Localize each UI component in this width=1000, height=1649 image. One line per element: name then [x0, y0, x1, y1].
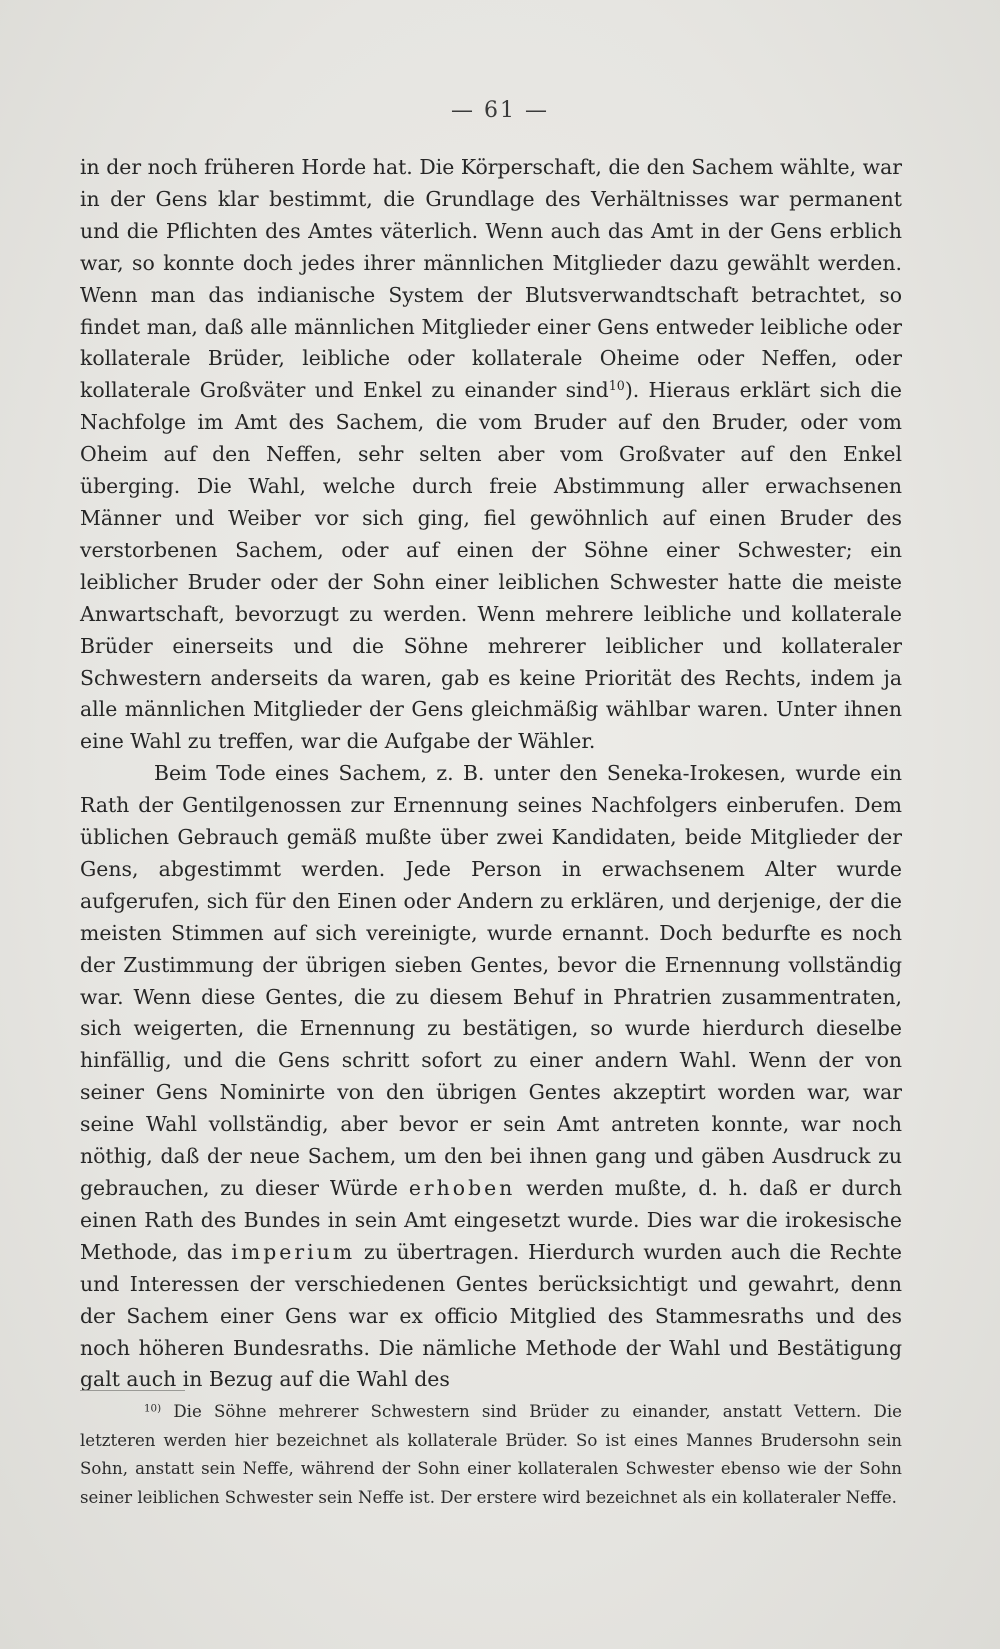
- page-number: — 61 —: [451, 98, 549, 123]
- paragraph-2-text-b: werden mußte, d. h. daß er durch einen Rath des Bundes in sein Amt eingesetzt wurde. Dies war die irokesische Methode, das: [80, 1176, 903, 1264]
- paragraph-2: [80, 758, 902, 1396]
- footnote-marker: 10): [144, 1402, 162, 1415]
- footnote-divider: [80, 1390, 185, 1391]
- paragraph-2-text-a: Beim Tode eines Sachem, z. B. unter den Seneka-Irokesen, wurde ein Rath der Gentilgenossen zur Ernennung seines Nachfolgers einberufen. Dem üblichen Gebrauch gemäß mußte über zwei Kandidaten, beide Mitglieder der Gens, abgestimmt werden. Jede Person in erwachsenem Alter wurde aufgerufen, sich für den Einen oder Andern zu erklären, und derjenige, der die meisten Stimmen auf sich vereinigte, wurde ernannt. Doch bedurfte es noch der Zustimmung der übrigen sieben Gentes, bevor die Ernennung vollständig war. Wenn diese Gentes, die zu diesem Behuf in Phratrien zusammentraten, sich weigerten, die Ernennung zu bestätigen, so wurde hierdurch dieselbe hinfällig, und die Gens schritt sofort zu einer andern Wahl. Wenn der von seiner Gens Nominirte von den übrigen Gentes akzeptirt worden war, war seine Wahl vollständig, aber bevor er sein Amt antreten konnte, war noch nöthig, daß der neue Sachem, um den bei ihnen gang und gäben Ausdruck zu gebrauchen, zu dieser Würde: [80, 761, 902, 1200]
- paragraph-1: [80, 152, 902, 758]
- paragraph-1-text-start: in der noch früheren Horde hat. Die Körperschaft, die den Sachem wählte, war in der Gens klar bestimmt, die Grundlage des Verhältnisses war permanent und die Pflichten des Amtes väterlich. Wenn auch das Amt in der Gens erblich war, so konnte doch jedes ihrer männlichen Mitglieder dazu gewählt werden. Wenn man das indianische System der Blutsverwandtschaft betrachtet, so findet man, daß alle männlichen Mitglieder einer Gens entweder leibliche oder kollaterale Brüder, leibliche oder kollaterale Oheime oder Neffen, oder kollaterale Großväter und Enkel zu einander sind: [80, 155, 902, 403]
- spaced-word-erhoben: erhoben: [408, 1176, 516, 1200]
- footnote-text: Die Söhne mehrerer Schwestern sind Brüder zu einander, anstatt Vettern. Die letzteren werden hier bezeichnet als kollaterale Brüder. So ist eines Mannes Brudersohn sein Sohn, anstatt sein Neffe, während der Sohn einer kollateralen Schwester ebenso wie der Sohn seiner leiblichen Schwester sein Neffe ist. Der erstere wird bezeichnet als ein kollateraler Neffe.: [80, 1402, 902, 1507]
- footnote-reference: 10: [608, 378, 625, 394]
- paragraph-2-text-c: zu übertragen. Hierdurch wurden auch die Rechte und Interessen der verschiedenen Gentes berücksichtigt und gewahrt, denn der Sachem einer Gens war ex officio Mitglied des Stammesraths und des noch höheren Bundesraths. Die nämliche Methode der Wahl und Bestätigung galt auch in Bezug auf die Wahl des: [80, 1239, 903, 1392]
- main-text: [80, 152, 902, 1396]
- footnote-section: [80, 1398, 902, 1512]
- footnote-10: [80, 1398, 902, 1512]
- paragraph-1-text-end: ). Hieraus erklärt sich die Nachfolge im Amt des Sachem, die vom Bruder auf den Bruder, oder vom Oheim auf den Neffen, sehr selten aber vom Großvater auf den Enkel überging. Die Wahl, welche durch freie Abstimmung aller erwachsenen Männer und Weiber vor sich ging, fiel gewöhnlich auf einen Bruder des verstorbenen Sachem, oder auf einen der Söhne einer Schwester; ein leiblicher Bruder oder der Sohn einer leiblichen Schwester hatte die meiste Anwartschaft, bevorzugt zu werden. Wenn mehrere leibliche und kollaterale Brüder einerseits und die Söhne mehrerer leiblicher und kollateraler Schwestern anderseits da waren, gab es keine Priorität des Rechts, indem ja alle männlichen Mitglieder der Gens gleichmäßig wählbar waren. Unter ihnen eine Wahl zu treffen, war die Aufgabe der Wähler.: [80, 378, 902, 754]
- spaced-word-imperium: imperium: [231, 1239, 356, 1264]
